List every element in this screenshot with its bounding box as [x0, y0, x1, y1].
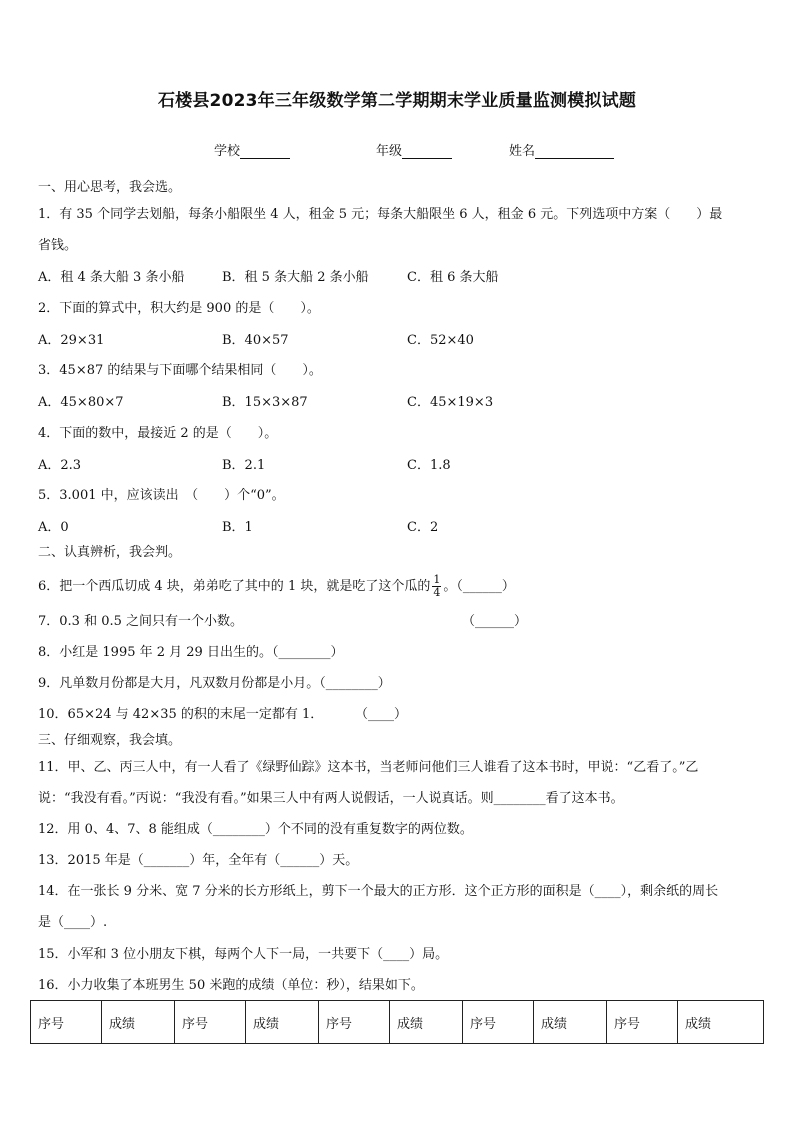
question-8: 8．小红是 1995 年 2 月 29 日出生的。（________）: [38, 645, 344, 660]
table-header-row: [31, 1001, 764, 1044]
table-header-cell: 序号: [31, 1001, 102, 1044]
q2-option-c[interactable]: C．52×40: [407, 333, 474, 348]
q5-option-a[interactable]: A．0: [38, 520, 69, 535]
school-field[interactable]: [214, 140, 290, 159]
q5-option-b[interactable]: B．1: [222, 520, 253, 535]
question-11-line2: 说：“我没有看。”丙说：“我没有看。”如果三人中有两人说假话，一人说真话。则________看了这本书。: [38, 791, 624, 806]
q3-option-a[interactable]: A．45×80×7: [38, 395, 124, 410]
question-6: [38, 574, 515, 599]
question-4: 4．下面的数中，最接近 2 的是（ ）。: [38, 426, 278, 441]
question-15: 15．小军和 3 位小朋友下棋，每两个人下一局，一共要下（____）局。: [38, 947, 449, 962]
q4-option-b[interactable]: B．2.1: [222, 458, 266, 473]
section-heading: 三、仔细观察，我会填。: [38, 733, 182, 748]
q4-option-c[interactable]: C．1.8: [407, 458, 451, 473]
grade-blank[interactable]: [402, 144, 452, 159]
question-6-text: 6．把一个西瓜切成 4 块，弟弟吃了其中的 1 块，就是吃了这个瓜的: [38, 579, 431, 594]
question-2: 2．下面的算式中，积大约是 900 的是（ ）。: [38, 301, 320, 316]
school-blank[interactable]: [240, 144, 290, 159]
name-blank[interactable]: [535, 144, 614, 159]
page-title: 石楼县2023年三年级数学第二学期期末学业质量监测模拟试题: [157, 91, 637, 111]
name-label: 姓名: [509, 144, 536, 159]
question-12: 12．用 0、4、7、8 能组成（________）个不同的没有重复数字的两位数。: [38, 822, 473, 837]
question-3: 3．45×87 的结果与下面哪个结果相同（ ）。: [38, 363, 322, 378]
question-1-line1: 1．有 35 个同学去划船，每条小船限坐 4 人，租金 5 元；每条大船限坐 6 人，租金 6 元。下列选项中方案（ ）最: [38, 207, 723, 222]
answer-blank[interactable]: 。（______）: [443, 579, 515, 594]
question-14-line2: 是（____）.: [38, 915, 108, 930]
scores-table: [30, 1000, 764, 1044]
answer-blank[interactable]: （______）: [462, 614, 528, 629]
school-label: 学校: [214, 144, 241, 159]
table-header-cell: 序号: [607, 1001, 678, 1044]
grade-label: 年级: [376, 144, 403, 159]
question-5: 5．3.001 中，应该读出 （ ）个“0”。: [38, 488, 285, 503]
section-heading: 一、用心思考，我会选。: [38, 180, 182, 195]
q5-option-c[interactable]: C．2: [407, 520, 439, 535]
table-header-cell: 成绩: [678, 1001, 764, 1044]
q1-option-b[interactable]: B．租 5 条大船 2 条小船: [222, 270, 369, 285]
question-13: 13．2015 年是（_______）年，全年有（______）天。: [38, 853, 359, 868]
question-11-line1: 11．甲、乙、丙三人中，有一人看了《绿野仙踪》这本书，当老师问他们三人谁看了这本书时，甲说：“乙看了。”乙: [38, 760, 699, 775]
question-1-line2: 省钱。: [38, 238, 78, 253]
grade-field[interactable]: [376, 140, 452, 159]
q2-option-b[interactable]: B．40×57: [222, 333, 289, 348]
table-header-cell: 序号: [463, 1001, 534, 1044]
table-header-cell: 序号: [175, 1001, 246, 1044]
table-header-cell: 成绩: [102, 1001, 175, 1044]
fraction-one-quarter: [432, 574, 441, 599]
q3-option-c[interactable]: C．45×19×3: [407, 395, 494, 410]
table-header-cell: 成绩: [534, 1001, 607, 1044]
question-7: 7．0.3 和 0.5 之间只有一个小数。: [38, 614, 244, 629]
q2-option-a[interactable]: A．29×31: [38, 333, 105, 348]
question-9: 9．凡单数月份都是大月，凡双数月份都是小月。（________）: [38, 676, 391, 691]
section-heading: 二、认真辨析，我会判。: [38, 545, 182, 560]
question-14-line1: 14．在一张长 9 分米、宽 7 分米的长方形纸上，剪下一个最大的正方形．这个正方形的面积是（____），剩余纸的周长: [38, 884, 719, 899]
table-header-cell: 成绩: [246, 1001, 319, 1044]
student-info-row: [0, 140, 794, 160]
question-16: 16．小力收集了本班男生 50 米跑的成绩（单位：秒），结果如下。: [38, 978, 424, 993]
fraction-denominator: 4: [433, 586, 441, 599]
fraction-numerator: 1: [433, 573, 441, 586]
table-header-cell: 成绩: [390, 1001, 463, 1044]
q1-option-a[interactable]: A．租 4 条大船 3 条小船: [38, 270, 185, 285]
question-10: 10．65×24 与 42×35 的积的末尾一定都有 1．: [38, 707, 324, 722]
table-header-cell: 序号: [319, 1001, 390, 1044]
name-field[interactable]: [509, 140, 614, 159]
q4-option-a[interactable]: A．2.3: [38, 458, 82, 473]
q1-option-c[interactable]: C．租 6 条大船: [407, 270, 499, 285]
answer-blank[interactable]: （____）: [355, 707, 408, 722]
q3-option-b[interactable]: B．15×3×87: [222, 395, 308, 410]
